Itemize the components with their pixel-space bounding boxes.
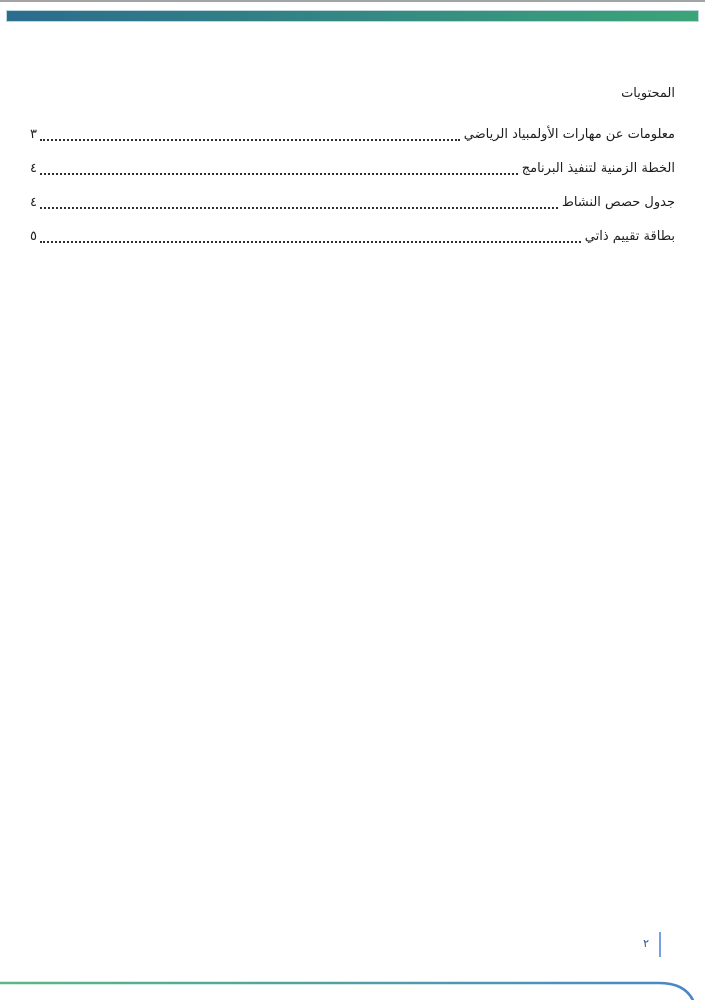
window-top-edge-line (0, 0, 705, 2)
toc-entry-page-number: ٤ (30, 161, 37, 176)
footer-accent-border (0, 954, 705, 1000)
toc-entry-title[interactable]: جدول حصص النشاط (561, 195, 675, 210)
header-accent-bar (6, 10, 699, 22)
footer-page-number: ٢ (643, 937, 649, 950)
toc-dot-leader (40, 173, 518, 175)
toc-entry-page-number: ٥ (30, 229, 37, 244)
toc-entry-title[interactable]: الخطة الزمنية لتنفيذ البرنامج (521, 161, 675, 176)
toc-entry-page-number: ٣ (30, 127, 37, 142)
toc-dot-leader (40, 139, 460, 141)
toc-dot-leader (40, 241, 581, 243)
toc-entry-title[interactable]: معلومات عن مهارات الأولمبياد الرياضي (463, 127, 675, 142)
toc-heading: المحتويات (621, 86, 675, 101)
toc-entry[interactable] (30, 126, 675, 144)
toc-dot-leader (40, 207, 558, 209)
footer-divider-bar (659, 932, 661, 957)
toc-entry[interactable] (30, 194, 675, 212)
toc-entry[interactable] (30, 228, 675, 246)
table-of-contents (30, 85, 675, 262)
toc-entry-title[interactable]: بطاقة تقييم ذاتي (584, 229, 675, 244)
toc-entry[interactable] (30, 160, 675, 178)
toc-entry-page-number: ٤ (30, 195, 37, 210)
